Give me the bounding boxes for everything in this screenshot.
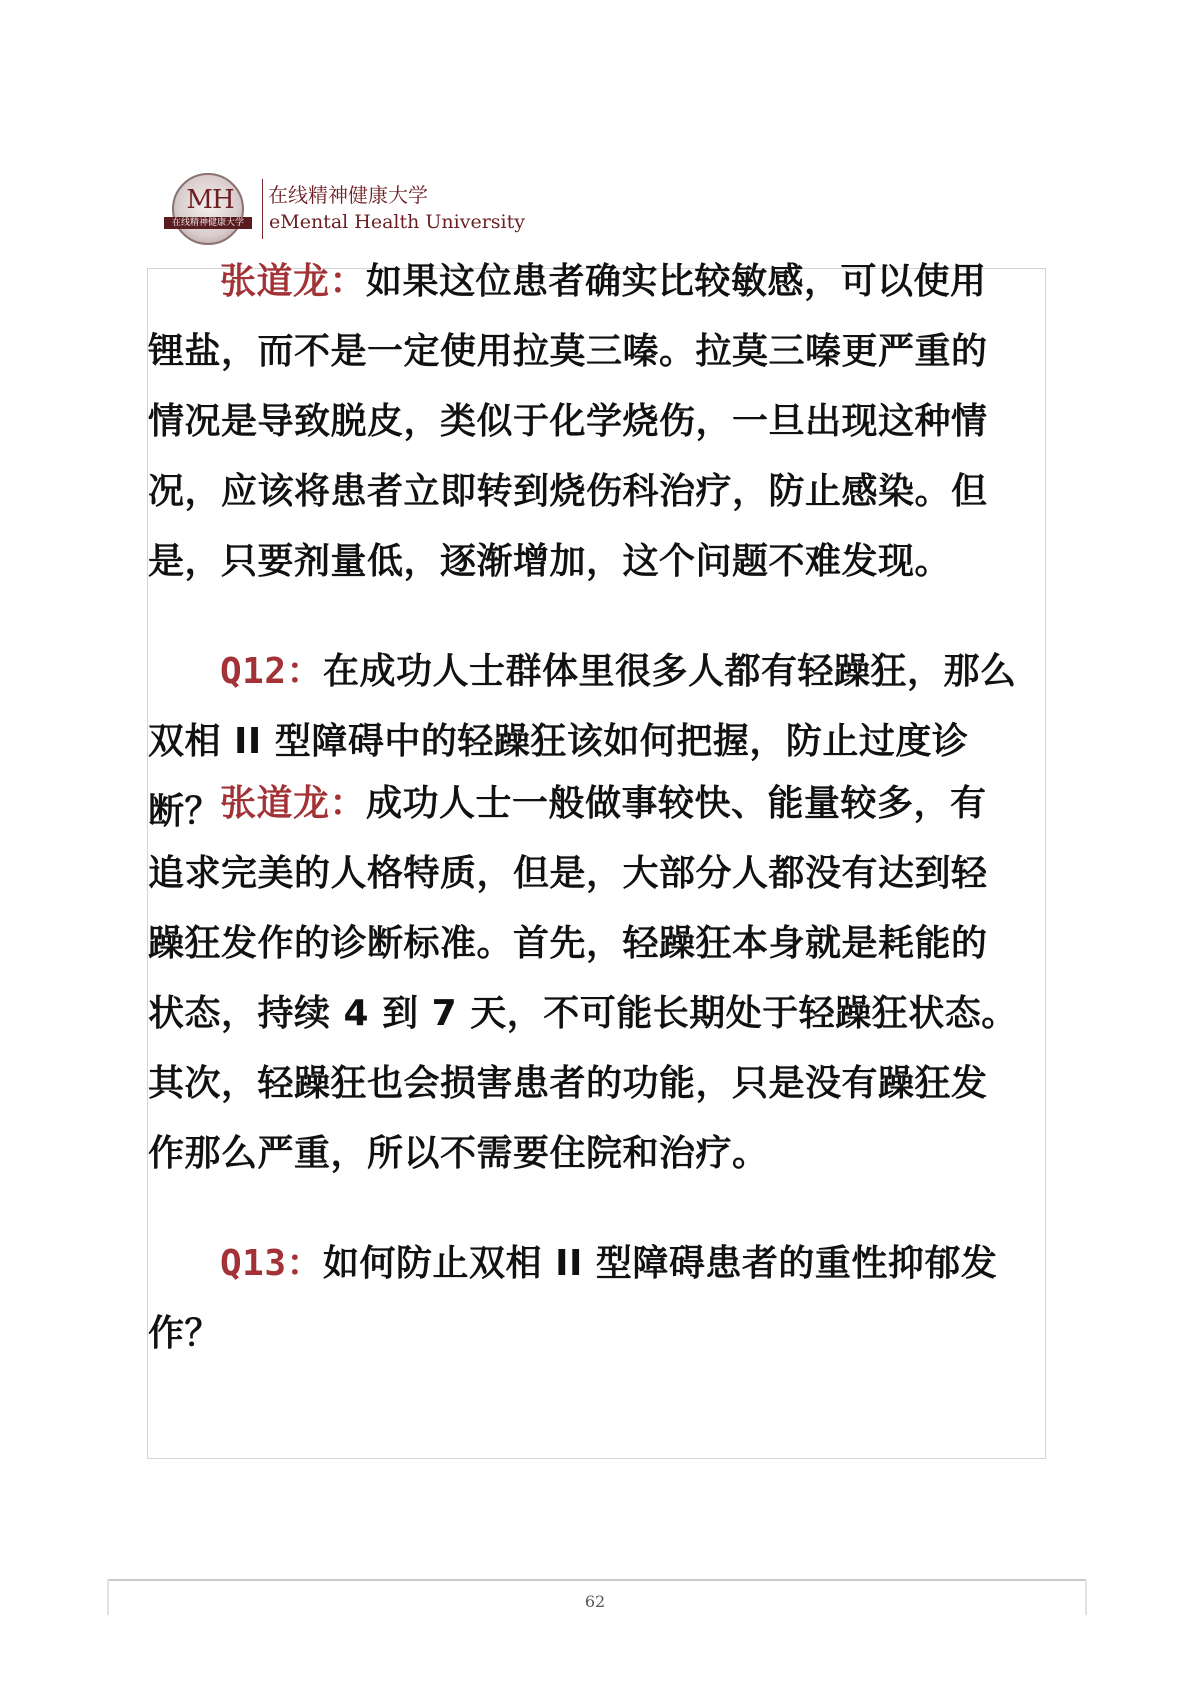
footer-rule-left [107, 1579, 109, 1615]
logo-mark: MH [186, 185, 234, 215]
answer-paragraph-1 [148, 247, 1018, 597]
logo-seal-icon [172, 173, 244, 245]
content-box [147, 261, 1046, 1459]
question-text: 在成功人士群体里很多人都有轻躁狂，那么双相 II 型障碍中的轻躁狂该如何把握，防止过度诊断？ [148, 651, 1017, 832]
logo-divider [262, 179, 263, 239]
speaker-label: 张道龙： [220, 783, 367, 824]
question-text: 如何防止双相 II 型障碍患者的重性抑郁发作？ [148, 1243, 998, 1354]
question-label: Q12： [220, 651, 324, 692]
question-label: Q13： [220, 1243, 324, 1284]
page-number: 62 [584, 1592, 606, 1611]
header-logo [172, 173, 532, 245]
footer-rule-right [1085, 1579, 1087, 1615]
footer-rule [107, 1579, 1087, 1581]
university-name-en: eMental Health University [269, 211, 525, 233]
answer-text: 如果这位患者确实比较敏感，可以使用锂盐，而不是一定使用拉莫三嗪。拉莫三嗪更严重的情况是导致脱皮，类似于化学烧伤，一旦出现这种情况，应该将患者立即转到烧伤科治疗，防止感染。但是，只要剂量低，逐渐增加，这个问题不难发现。 [148, 261, 988, 582]
answer-paragraph-2 [148, 769, 1018, 1189]
speaker-label: 张道龙： [220, 261, 367, 302]
question-q13 [148, 1229, 1018, 1369]
answer-text: 成功人士一般做事较快、能量较多，有追求完美的人格特质，但是，大部分人都没有达到轻躁狂发作的诊断标准。首先，轻躁狂本身就是耗能的状态，持续 4 到 7 天，不可能长期处于轻躁狂状态。其次，轻躁狂也会损害患者的功能，只是没有躁狂发作那么严重，所以不需要住院和治疗。 [148, 783, 1018, 1174]
university-name-cn: 在线精神健康大学 [268, 183, 428, 207]
logo-ribbon: 在线精神健康大学 [164, 217, 252, 229]
